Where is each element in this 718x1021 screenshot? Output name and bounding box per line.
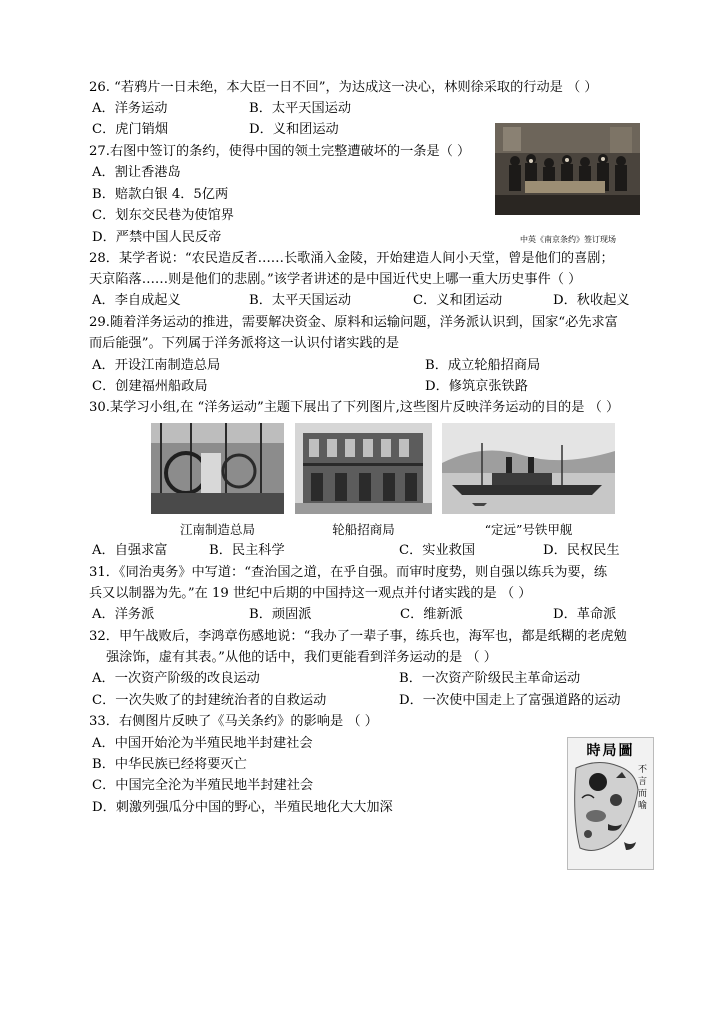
q26-option-d: D．义和团运动 [249,122,339,137]
china-merchants-steam-navigation-photo [295,423,432,514]
q30-stem: 30.某学习小组,在 “洋务运动”主题下展出了下列图片,这些图片反映洋务运动的目的是 （ ） [89,400,620,415]
q27-option-d: D．严禁中国人民反帝 [92,230,222,245]
q32-option-a: A．一次资产阶级的改良运动 [92,671,260,686]
q27-option-b: B．赔款白银 4．5亿两 [92,187,229,202]
q26-stem: 26. “若鸦片一日未绝，本大臣一日不回”，为达成这一决心，林则徐采取的行动是 （ ） [89,80,598,95]
q30-option-d: D．民权民生 [543,543,620,558]
q28-option-b: B．太平天国运动 [249,293,352,308]
q28-option-c: C．义和团运动 [413,293,503,308]
q26-option-c: C．虎门销烟 [92,122,169,137]
q29-option-b: B．成立轮船招商局 [425,358,541,373]
q30-caption-1: 江南制造总局 [179,522,255,537]
q31-option-c: C．维新派 [400,607,463,622]
q33-option-d: D．刺激列强瓜分中国的野心，半殖民地化大大加深 [92,800,393,815]
q28-option-d: D．秋收起义 [553,293,630,308]
q31-stem-line2: 兵又以制器为先。”在 19 世纪中后期的中国持这一观点并付诸实践的是 （ ） [89,586,532,601]
q29-stem-line1: 29.随着洋务运动的推进，需要解决资金、原料和运输问题，洋务派认识到，国家“必先求富 [89,315,618,330]
q27-option-c: C．划东交民巷为使馆界 [92,208,234,223]
q32-option-b: B．一次资产阶级民主革命运动 [399,671,581,686]
q32-stem-line2: 强涂饰，虚有其表。”从他的话中，我们更能看到洋务运动的是 （ ） [106,650,497,665]
q31-option-a: A．洋务派 [92,607,155,622]
q29-option-d: D．修筑京张铁路 [425,379,528,394]
shijutu-poster-image [567,737,654,870]
q29-option-c: C．创建福州船政局 [92,379,208,394]
q29-option-a: A．开设江南制造总局 [92,358,221,373]
q33-option-c: C．中国完全沦为半殖民地半封建社会 [92,778,314,793]
dingyuan-ironclad-photo [442,423,615,514]
nanjing-treaty-photo [495,123,640,215]
poster-side-text: 不言而喻 [638,765,648,811]
q32-option-d: D．一次使中国走上了富强道路的运动 [399,693,621,708]
q30-caption-2: 轮船招商局 [332,522,395,537]
q33-option-a: A．中国开始沦为半殖民地半封建社会 [92,736,313,751]
q28-stem-line2: 天京陷落……则是他们的悲剧。”该学者讲述的是中国近代史上哪一重大历史事件（ ） [89,272,582,287]
q27-photo-caption: 中英《南京条约》签订现场 [520,235,616,244]
q30-option-b: B．民主科学 [209,543,285,558]
q26-option-b: B．太平天国运动 [249,101,352,116]
q32-option-c: C．一次失败了的封建统治者的自救运动 [92,693,327,708]
q28-option-a: A．李自成起义 [92,293,181,308]
q31-option-b: B．顽固派 [249,607,312,622]
q26-option-a: A．洋务运动 [92,101,168,116]
jiangnan-arsenal-photo [151,423,284,514]
q27-stem: 27.右图中签订的条约，使得中国的领土完整遭破坏的一条是（ ） [89,144,471,159]
q29-stem-line2: 而后能强”。下列属于洋务派将这一认识付诸实践的是 [89,336,400,351]
q32-stem-line1: 32．甲午战败后，李鸿章伤感地说：“我办了一辈子事，练兵也，海军也，都是纸糊的老虎勉 [89,629,627,644]
q30-option-a: A．自强求富 [92,543,168,558]
q33-option-b: B．中华民族已经将要灭亡 [92,757,247,772]
q30-caption-3: “定远”号铁甲舰 [484,522,573,537]
q30-option-c: C．实业救国 [399,543,476,558]
q31-option-d: D．革命派 [553,607,617,622]
q28-stem-line1: 28．某学者说：“农民造反者……长歌涌入金陵，开始建造人间小天堂，曾是他们的喜剧； [89,251,614,266]
q31-stem-line1: 31．《同治夷务》中写道：“查治国之道，在乎自强。而审时度势，则自强以练兵为要，练 [89,565,608,580]
poster-title: 時局圖 [586,743,635,759]
q27-option-a: A．割让香港岛 [92,165,181,180]
q33-stem: 33．右侧图片反映了《马关条约》的影响是 （ ） [89,714,378,729]
